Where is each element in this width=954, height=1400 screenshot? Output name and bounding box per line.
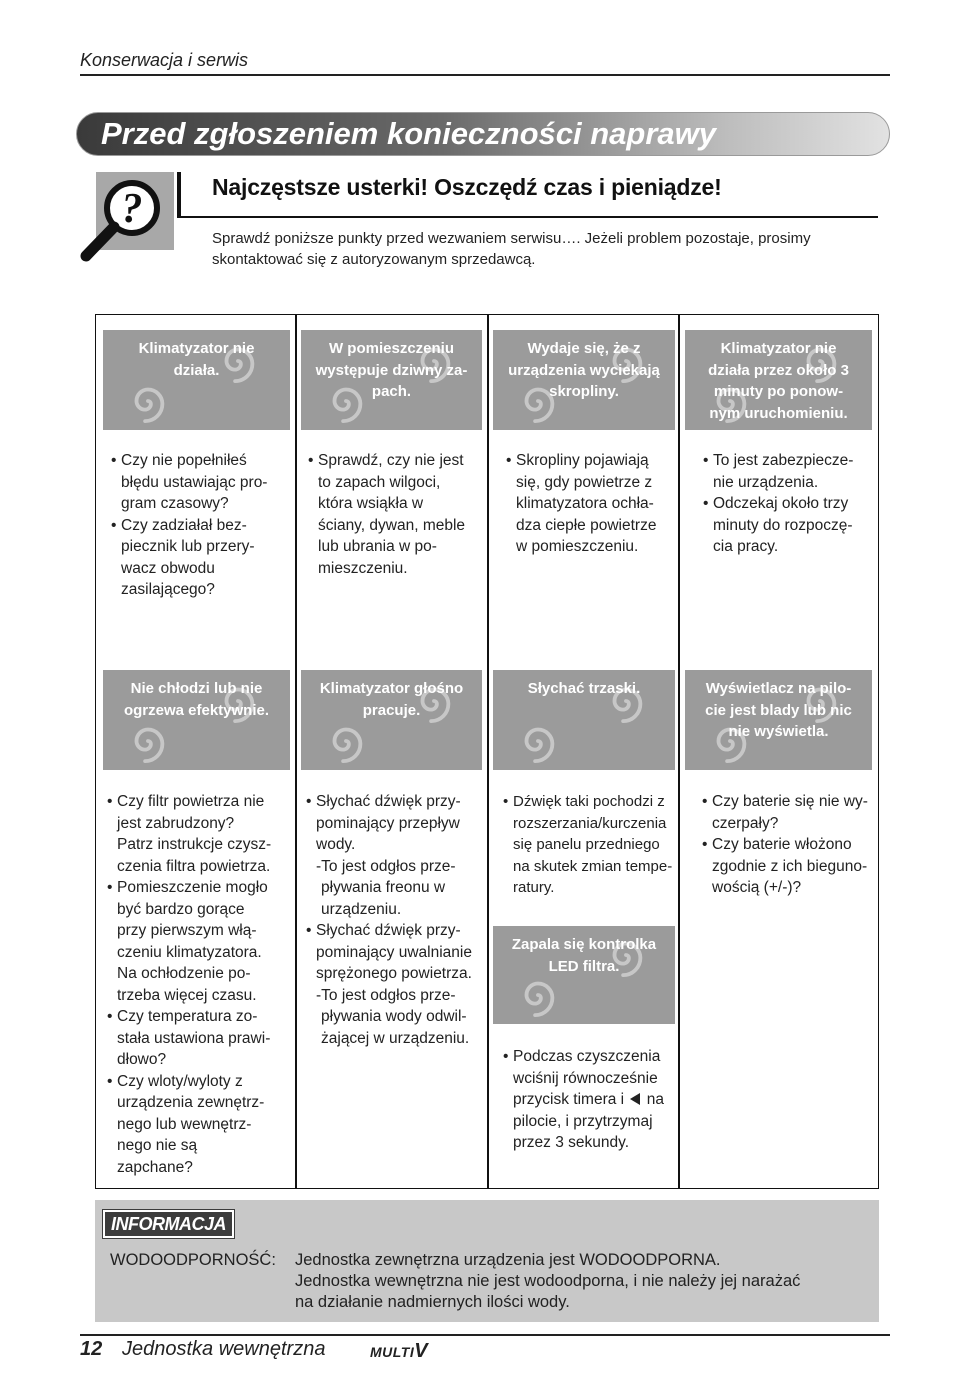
swirl-icon <box>125 378 171 424</box>
left-arrow-icon <box>630 1093 640 1105</box>
list-item: • Czy temperatura zo- stała ustawiona prawi- dłowo? <box>107 1006 293 1071</box>
list-item: • Skropliny pojawiają się, gdy powietrze z klimatyzatora ochła- dza ciepłe powietrze w pomieszczeniu. <box>506 450 678 558</box>
problem-title: W pomieszczeniu występuje dziwny za- pach. <box>315 340 468 400</box>
list-item: • Sprawdź, czy nie jest to zapach wilgoci, która wsiąkła w ściany, dywan, meble lub ubrania w po- mieszczeniu. <box>308 450 484 579</box>
problem-title: Wydaje się, że z urządzenia wyciekają skropliny. <box>508 340 660 400</box>
list-item: -To jest odgłos prze- pływania wody odwil- żającej w urządzeniu. <box>316 986 470 1047</box>
problem-tile <box>685 670 872 770</box>
footer-rule <box>80 1334 890 1336</box>
page-number: 12 <box>80 1338 103 1360</box>
problem-title: Klimatyzator nie działa. <box>138 340 255 379</box>
list-item: • Czy nie popełniłeś błędu ustawiając pro- gram czasowy? <box>111 450 291 515</box>
info-tag: INFORMACJA <box>103 1210 234 1238</box>
problem-title: Wyświetlacz na pilo- cie jest blady lub nic nie wyświetla. <box>705 680 852 740</box>
problem-title: Klimatyzator głośno pracuje. <box>319 680 464 719</box>
solution-list <box>506 450 678 558</box>
info-key: WODOODPORNOŚĆ: <box>110 1251 276 1269</box>
info-box <box>95 1200 879 1322</box>
column-divider <box>487 315 489 1188</box>
list-item: • Słychać dźwięk przy- pominający przepływ wody. <box>306 791 486 856</box>
brand-logo: MULTIV <box>370 1340 429 1362</box>
list-item: • Podczas czyszczenia wciśnij równocześnie przycisk timera i na pilocie, i przytrzymaj przez 3 sekundy. <box>503 1046 679 1154</box>
problem-tile <box>103 330 290 430</box>
problem-tile <box>301 330 482 430</box>
solution-list <box>107 791 293 1178</box>
intro-line: Sprawdź poniższe punkty przed wezwaniem serwisu…. Jeżeli problem pozostaje, prosimy <box>212 230 811 247</box>
problem-title: Klimatyzator nie działa przez około 3 minuty po ponow- nym uruchomieniu. <box>708 340 849 422</box>
list-item: • To jest zabezpiecze- nie urządzenia. <box>703 450 879 493</box>
problem-title: Zapala się kontrolka LED filtra. <box>511 936 657 975</box>
heading-rule <box>181 216 878 218</box>
info-text: Jednostka zewnętrzna urządzenia jest WODOODPORNA. Jednostka wewnętrzna nie jest wodoodporna, i nie należy jej narażać na działanie nadmiernych ilości wody. <box>295 1251 801 1311</box>
problem-title: Słychać trzaski. <box>527 680 641 697</box>
problem-tile <box>103 670 290 770</box>
problem-tile <box>493 926 675 1024</box>
heading-rule-vertical <box>177 172 181 218</box>
intro-line: skontaktować się z autoryzowanym sprzedawcą. <box>212 251 536 268</box>
list-item: • Odczekaj około trzy minuty do rozpoczę- cia pracy. <box>703 493 879 558</box>
title-banner <box>76 112 890 156</box>
list-item: • Czy baterie się nie wy- czerpały? <box>702 791 878 834</box>
solution-list <box>111 450 291 601</box>
swirl-icon <box>125 718 171 764</box>
intro-text <box>212 228 872 270</box>
solution-list <box>702 791 878 899</box>
list-item: • Czy zadziałał bez- piecznik lub przery- wacz obwodu zasilającego? <box>111 515 291 601</box>
footer-text: Jednostka wewnętrzna <box>122 1338 326 1360</box>
problem-tile <box>685 330 872 430</box>
list-item: • Czy baterie włożono zgodnie z ich bieguno- wością (+/-)? <box>702 834 878 899</box>
troubleshooting-grid <box>95 314 879 1189</box>
list-item: • Dźwięk taki pochodzi z rozszerzania/kurczenia się panelu przedniego na skutek zmian tempe- ratury. <box>503 791 679 899</box>
problem-title: Nie chłodzi lub nie ogrzewa efektywnie. <box>123 680 270 719</box>
header-rule <box>80 74 890 76</box>
problem-tile <box>493 670 675 770</box>
swirl-icon <box>515 972 561 1018</box>
solution-list <box>306 791 486 1049</box>
solution-list <box>503 1046 679 1154</box>
magnifier-question-icon <box>80 170 176 262</box>
swirl-icon <box>515 718 561 764</box>
svg-text:?: ? <box>121 186 143 232</box>
solution-list <box>703 450 879 558</box>
solution-list <box>308 450 484 579</box>
list-item: • Czy filtr powietrza nie jest zabrudzony? Patrz instrukcje czysz- czenia filtra powietrza. <box>107 791 293 877</box>
problem-tile <box>493 330 675 430</box>
problem-tile <box>301 670 482 770</box>
solution-list <box>503 791 679 899</box>
sub-heading: Najczęstsze usterki! Oszczędź czas i pieniądze! <box>212 174 722 200</box>
swirl-icon <box>323 718 369 764</box>
list-item: • Słychać dźwięk przy- pominający uwalnianie sprężonego powietrza. <box>306 920 486 985</box>
list-item: • Pomieszczenie mogło być bardzo gorące przy pierwszym włą- czeniu klimatyzatora. Na ochłodzenie po- trzeba więcej czasu. <box>107 877 293 1006</box>
page-title: Przed zgłoszeniem konieczności naprawy <box>101 116 717 151</box>
list-item: -To jest odgłos prze- pływania freonu w urządzeniu. <box>316 857 456 918</box>
list-item: • Czy wloty/wyloty z urządzenia zewnętrz- nego lub wewnętrz- nego nie są zapchane? <box>107 1071 293 1179</box>
column-divider <box>295 315 297 1188</box>
running-head: Konserwacja i serwis <box>80 50 249 70</box>
